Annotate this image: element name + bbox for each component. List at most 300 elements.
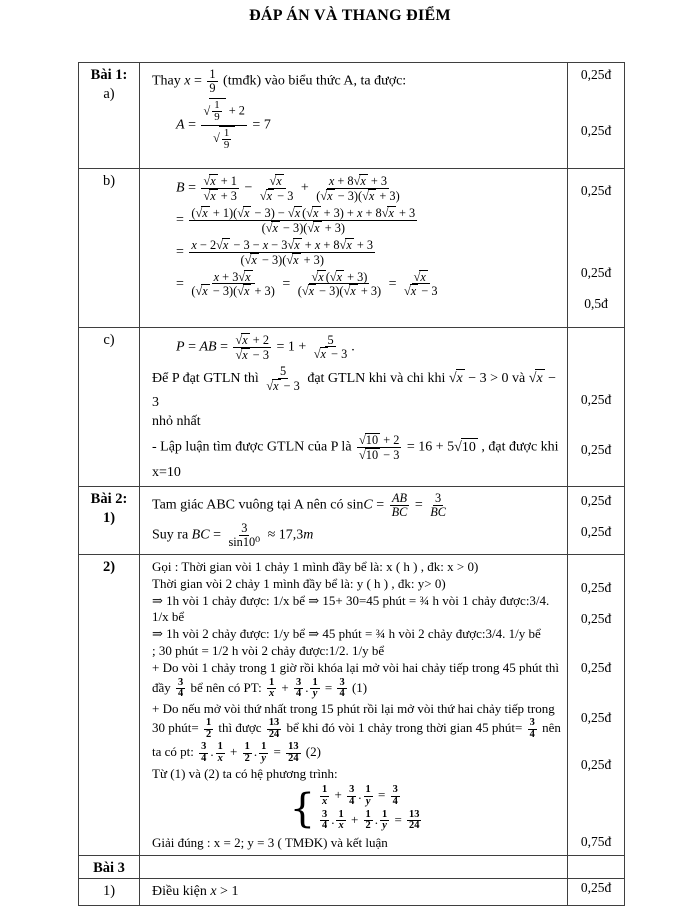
points-value: 0,25đ [580, 392, 612, 407]
sqrt-expression [306, 206, 320, 220]
math-variable: x [328, 174, 335, 188]
sqrt-expression [216, 238, 230, 252]
fraction [267, 718, 281, 740]
fraction-denominator [259, 754, 268, 764]
fraction-numerator: 1 [261, 741, 267, 753]
fraction-numerator: 13 [409, 809, 420, 821]
radical-sign: √ [301, 284, 309, 299]
fraction-denominator: √x − 3 [266, 378, 300, 393]
fraction-denominator: (√x − 3)(√x + 3) [191, 284, 275, 299]
math-variable: x [314, 237, 321, 252]
sqrt-expression [196, 284, 210, 298]
radical-sign: √ [244, 252, 252, 267]
radical-sign: √ [235, 333, 243, 347]
radical-sign: √ [307, 220, 315, 235]
fraction-numerator: 13 [268, 717, 280, 729]
points-cell [568, 555, 624, 855]
math-variable: x [184, 73, 191, 89]
fraction-numerator [390, 492, 409, 506]
points-value: 0,25đ [580, 183, 612, 198]
fraction-numerator: 3 [241, 520, 248, 535]
sqrt-body [387, 206, 395, 220]
fraction-numerator: √x (√x + 3) [311, 269, 368, 284]
points-value: 0,25đ [580, 659, 612, 675]
fraction [258, 174, 296, 203]
sqrt-body [201, 284, 209, 298]
sqrt-expression [302, 284, 316, 298]
fraction-numerator: 3 [339, 676, 345, 688]
math-variable: x [318, 269, 324, 284]
problem-label: Bài 2: [90, 491, 128, 508]
sqrt-body [271, 221, 279, 235]
solution-line: x=10 [152, 464, 181, 480]
radical-sign: √ [235, 347, 243, 362]
fraction-numerator: √ $\frac{1}{9}$ + 2 [201, 98, 246, 126]
fraction [357, 433, 401, 462]
fraction-denominator: 4 [339, 687, 345, 699]
table-row [79, 879, 624, 905]
problem-label: Bài 3 [93, 859, 125, 876]
sqrt-expression [213, 126, 235, 151]
fraction-numerator: 1 [338, 809, 344, 821]
fraction [310, 678, 319, 700]
points-value: 0,25đ [580, 265, 612, 280]
solution-line: = $\frac{x - 2√x - 3 - x - 3√x + x + 8√x + 3}{(√x - 3)(√x + 3)}$ [176, 237, 374, 267]
fraction-numerator: √x + 2 [235, 333, 269, 347]
math-variable: x [222, 237, 229, 252]
table-row [79, 487, 624, 555]
sqrt-body [292, 253, 300, 267]
math-variable: x [245, 269, 251, 284]
fraction-denominator: (√x − 3)(√x + 3) [240, 252, 324, 267]
fraction [233, 333, 271, 362]
problem-label: a) [103, 85, 115, 102]
fraction-numerator: √10 + 2 [359, 433, 400, 448]
fraction [189, 206, 417, 235]
fraction-numerator: 5 [279, 363, 287, 378]
problem-label-cell [79, 487, 140, 554]
math-variable: x [266, 188, 273, 203]
sqrt-body [241, 333, 249, 347]
points-value: 0,25đ [580, 442, 612, 457]
sqrt-expression [203, 189, 217, 203]
math-variable: BC [430, 505, 446, 520]
fraction-numerator: 1 [381, 809, 388, 821]
math-variable: x [320, 347, 327, 362]
system-brace: { [289, 785, 316, 832]
fraction-denominator: (√x − 3)(√x + 3) [261, 220, 345, 235]
solution-line: Gọi : Thời gian vòi 1 chảy 1 mình đầy bể là: x ( h ) , đk: x > 0) [152, 558, 479, 574]
radical-sign: √ [359, 447, 366, 462]
fraction-denominator [390, 506, 410, 519]
math-variable: x [293, 252, 299, 267]
solution-cell [140, 487, 568, 554]
answer-table [78, 62, 625, 906]
table-row [79, 856, 624, 879]
fraction [204, 718, 213, 740]
math-variable: m [303, 527, 314, 543]
fraction-numerator: 1 [312, 676, 318, 688]
problem-label-cell [79, 879, 140, 905]
sqrt-body [294, 206, 302, 220]
fraction [189, 270, 276, 299]
sqrt-expression [359, 433, 380, 447]
fraction-numerator [412, 270, 430, 285]
fraction-numerator: 3 [392, 784, 398, 796]
sqrt-body [241, 348, 249, 362]
sqrt-body [243, 284, 251, 298]
solution-cell [140, 879, 568, 905]
math-variable: x [456, 370, 463, 386]
fraction-numerator: 3 [349, 784, 355, 796]
math-variable: x [272, 220, 278, 235]
points-cell [568, 879, 624, 905]
points-value: 0,25đ [580, 524, 612, 540]
fraction-denominator [311, 689, 320, 699]
math-variable: x [322, 795, 328, 807]
sqrt-expression [203, 174, 217, 188]
math-variable: x [356, 205, 363, 220]
math-variable: y [312, 687, 318, 699]
radical-sign: √ [238, 269, 246, 284]
sqrt-body [266, 189, 274, 203]
solution-line: Để P đạt GTLN thì $\frac{5}{√x - 3}$ đạt GTLN khi và chi khi √x − 3 > 0 và √x − 3 [152, 363, 557, 410]
fraction-numerator: 3 [435, 491, 442, 506]
sqrt-body [456, 369, 465, 388]
sqrt-expression [454, 440, 478, 455]
fraction [364, 785, 373, 807]
system-equation: $\frac{1}{x}$ + $\frac{3}{4}$ . $\frac{1}{y}$ = $\frac{3}{4}$ [322, 784, 398, 807]
fraction [336, 810, 345, 832]
fraction-denominator: √x − 3 [235, 347, 269, 362]
math-variable: C [363, 497, 373, 513]
fraction-denominator: 2 [205, 728, 212, 740]
radical-sign: √ [203, 188, 211, 203]
fraction [267, 678, 276, 700]
sqrt-expression [270, 174, 284, 188]
fraction [320, 810, 329, 832]
math-variable: A [176, 117, 185, 133]
fraction-numerator: 1 [214, 98, 220, 111]
math-variable: x [410, 284, 417, 299]
sqrt-body [359, 174, 367, 188]
sqrt-body: 10 [461, 438, 478, 457]
sqrt-body [535, 369, 544, 388]
points-value: 0,25đ [580, 123, 612, 138]
fraction-numerator: 1 [209, 67, 216, 81]
fraction [294, 678, 303, 700]
points-value: 0,25đ [580, 610, 612, 626]
fraction-numerator: x − 2√x − 3 − x − 3√x + x + 8√x + 3 [191, 237, 374, 252]
solution-cell [140, 169, 568, 327]
sqrt-body [222, 238, 230, 252]
problem-label: 2) [102, 558, 116, 575]
fraction-denominator: √x + 3 [203, 188, 237, 203]
sqrt-body [219, 126, 235, 153]
solution-cell [140, 555, 568, 855]
math-variable: x [420, 269, 426, 284]
fraction-denominator: (√x − 3)(√x + 3) [316, 188, 400, 203]
fraction-numerator: √x + 1 [203, 174, 237, 188]
radical-sign: √ [353, 174, 361, 188]
sqrt-body [419, 270, 427, 284]
problem-label-cell [79, 328, 140, 486]
math-variable: x [210, 883, 217, 899]
math-variable: x [360, 174, 366, 188]
fraction-numerator: 3 [178, 676, 184, 688]
solution-cell [140, 856, 568, 878]
radical-sign: √ [286, 252, 294, 267]
sqrt-body [312, 206, 320, 220]
math-variable: P [176, 339, 185, 355]
fraction [296, 270, 383, 299]
solution-line: Thời gian vòi 2 chảy 1 mình đầy bể là: y ( h ) , đk: y> 0) [152, 575, 446, 591]
fraction [407, 810, 421, 832]
radical-sign: √ [339, 237, 347, 252]
sqrt-expression [330, 270, 344, 284]
solution-cell [140, 328, 568, 486]
fraction [201, 174, 239, 203]
solution-line: B = $\frac{√x + 1}{√x + 3}$ − $\frac{√x}{√x - 3}$ + $\frac{x + 8√x + 3}{(√x - 3)(√x + 3)}$ [176, 174, 400, 203]
fraction-denominator: 4 [349, 795, 355, 807]
radical-sign: √ [313, 347, 321, 362]
sqrt-body [243, 206, 251, 220]
math-variable: x [336, 269, 343, 284]
fraction-denominator: (√x − 3)(√x + 3) [297, 284, 382, 299]
math-variable: y [261, 752, 266, 764]
table-row [79, 328, 624, 487]
math-variable: x [262, 237, 269, 252]
fraction [259, 742, 268, 764]
fraction-numerator: 1 [217, 741, 223, 753]
fraction-numerator: 3 [295, 676, 302, 688]
system-equations [318, 784, 423, 833]
sqrt-expression [340, 238, 354, 252]
fraction-denominator [216, 754, 225, 764]
points-value: 0,25đ [580, 879, 612, 895]
fraction-denominator: 2 [244, 752, 250, 764]
problem-label: 1) [102, 882, 116, 899]
math-variable: x [346, 237, 352, 252]
radical-sign: √ [259, 188, 267, 203]
fraction-denominator: 4 [392, 795, 398, 807]
points-value: 0,25đ [580, 67, 612, 82]
fraction-denominator: 24 [288, 752, 299, 764]
fraction-numerator: 1 [365, 809, 371, 821]
math-variable: x [276, 174, 282, 188]
table-row [79, 555, 624, 856]
math-variable: x [368, 188, 375, 203]
radical-sign: √ [311, 269, 319, 284]
sqrt-expression [320, 189, 334, 203]
points-value: 0,5đ [584, 296, 608, 311]
points-cell [568, 856, 624, 878]
sqrt-body [345, 238, 353, 252]
solution-line: = $\frac{(√x + 1)(√x - 3) - √x (√x + 3) + x + 8√x + 3}{(√x - 3)(√x + 3)}$ [176, 205, 416, 235]
sqrt-expression [235, 333, 249, 347]
fraction [528, 718, 537, 740]
sqrt-expression [362, 189, 376, 203]
math-variable: x [327, 188, 333, 203]
math-variable: x [210, 174, 216, 188]
fraction-numerator: 13 [288, 741, 299, 753]
solution-line: + Do vòi 1 chảy trong 1 giờ rồi khóa lại mở vòi hai chảy tiếp trong 45 phút thì đầy $\frac{3}{4}$ bể nên có PT: $\frac{1}{x}$ + $\frac{3}{4}$ . $\frac{1}{y}$ = $\frac{3}{4}$ (1) [152, 660, 560, 699]
math-variable: x [242, 333, 248, 347]
fraction-numerator: 1 [244, 741, 250, 753]
sqrt-body [308, 284, 316, 298]
points-value: 0,25đ [580, 756, 612, 772]
fraction-numerator: 3 [322, 809, 328, 821]
fraction-denominator: √x − 3 [313, 347, 348, 362]
sqrt-body [209, 98, 225, 125]
sqrt-body [272, 379, 280, 393]
radical-sign: √ [329, 269, 337, 284]
radical-sign: √ [404, 284, 411, 299]
radical-sign: √ [362, 188, 369, 203]
radical-sign: √ [203, 103, 211, 118]
fraction [212, 100, 221, 124]
sqrt-expression [404, 284, 418, 298]
math-variable: x [202, 284, 208, 299]
fraction [199, 742, 208, 764]
fraction-numerator: 1 [205, 717, 212, 729]
sqrt-body [349, 284, 357, 298]
radical-sign: √ [237, 205, 244, 220]
radical-sign: √ [528, 370, 537, 386]
fraction [364, 810, 373, 832]
fraction-denominator [267, 689, 276, 699]
fraction [402, 270, 440, 299]
fraction [264, 365, 302, 393]
solution-line: nhỏ nhất [152, 413, 201, 429]
math-variable: x [294, 237, 300, 252]
radical-sign: √ [237, 284, 244, 299]
fraction-numerator: 3 [201, 741, 207, 753]
solution-line: = $\frac{x + 3√x}{(√x - 3)(√x + 3)}$ = $\frac{√x (√x + 3)}{(√x - 3)(√x + 3)}$ = $\frac{√x}{√x - 3}$ [176, 269, 438, 299]
radical-sign: √ [265, 220, 273, 235]
problem-label-cell [79, 856, 140, 878]
points-cell [568, 487, 624, 554]
problem-label-cell [79, 555, 140, 855]
fraction [314, 174, 401, 203]
math-variable: x [243, 205, 250, 220]
fraction [201, 98, 246, 153]
fraction [226, 522, 262, 549]
math-variable: BC [191, 527, 210, 543]
fraction-denominator: 24 [409, 820, 420, 832]
radical-sign: √ [306, 205, 314, 220]
math-variable: x [350, 284, 356, 299]
solution-line: + Do nếu mở vòi thứ nhất trong 15 phút rồi lại mở vòi thứ hai chảy tiếp trong 30 phút= $\frac{1}{2}$ thì được $\frac{13}{24}$ bể khi đó vòi 1 chảy trong thời gian 45 phút= $\frac{3}{4}$ nên ta có pt: $\frac{3}{4}$ . $\frac{1}{x}$ + $\frac{1}{2}$ . $\frac{1}{y}$ = $\frac{13}{24}$ (2) [152, 701, 561, 764]
math-variable: x [314, 220, 320, 235]
fraction-denominator: 4 [529, 728, 535, 740]
sqrt-body [326, 189, 334, 203]
math-variable: x [308, 284, 315, 299]
math-variable: x [243, 284, 250, 299]
fraction-denominator [336, 821, 345, 831]
radical-sign: √ [269, 174, 277, 188]
solution-line: Suy ra BC = $\frac{3}{\text{sin10⁰}}$ ≈ 17,3m [152, 520, 314, 549]
sqrt-body [275, 174, 283, 188]
radical-sign: √ [216, 237, 223, 252]
math-variable: x [273, 378, 279, 393]
sqrt-body [201, 206, 209, 220]
math-variable: x [388, 205, 394, 220]
sqrt-expression [287, 238, 301, 252]
fraction-denominator: 9 [209, 80, 216, 95]
fraction [312, 334, 350, 362]
fraction-denominator: 24 [268, 728, 280, 740]
sqrt-expression [286, 253, 300, 267]
sqrt-expression [238, 270, 252, 284]
fraction [216, 742, 225, 764]
radical-sign: √ [454, 439, 462, 455]
system-equation: $\frac{3}{4}$ . $\frac{1}{x}$ + $\frac{1}{2}$ . $\frac{1}{y}$ = $\frac{13}{24}$ [322, 809, 420, 832]
fraction-denominator: √10 − 3 [359, 447, 400, 462]
sqrt-expression [414, 270, 428, 284]
math-variable: x [251, 252, 257, 267]
solution-line: ; 30 phút = 1/2 h vòi 2 chảy được:1/2. 1/y bể [152, 643, 385, 659]
solution-line: Từ (1) và (2) ta có hệ phương trình: [152, 766, 338, 782]
fraction [391, 785, 400, 807]
sqrt-body: 10 [365, 447, 379, 462]
solution-line: Thay x = $\frac{1}{9}$ (tmđk) vào biểu thức A, ta được: [152, 67, 407, 95]
sqrt-body [410, 284, 418, 298]
fraction [286, 742, 300, 764]
sqrt-body [336, 270, 344, 284]
math-variable: x [242, 347, 248, 362]
sqrt-body [313, 221, 321, 235]
math-variable: BC [391, 505, 408, 520]
table-row [79, 63, 624, 169]
math-variable: x [268, 687, 275, 699]
radical-sign: √ [287, 205, 295, 220]
points-value: 0,25đ [580, 579, 612, 595]
radical-sign: √ [448, 370, 457, 386]
fraction-denominator: 4 [201, 752, 207, 764]
fraction-denominator [320, 797, 329, 807]
fraction-denominator: 2 [365, 820, 371, 832]
radical-sign: √ [320, 188, 328, 203]
math-variable: B [176, 180, 185, 196]
sqrt-expression [245, 253, 259, 267]
fraction-denominator: 9 [223, 138, 230, 151]
math-variable: x [217, 752, 223, 764]
fraction-numerator: 1 [365, 784, 371, 796]
fraction-numerator: 1 [223, 126, 230, 139]
fraction [390, 492, 410, 519]
solution-line: P = AB = $\frac{√x + 2}{√x - 3}$ = 1 + $\frac{5}{√x - 3}$ . [176, 332, 355, 362]
sqrt-expression [266, 379, 280, 393]
radical-sign: √ [413, 269, 421, 284]
problem-label: c) [103, 332, 115, 348]
radical-sign: √ [213, 131, 220, 146]
math-variable: x [210, 188, 216, 203]
fraction-denominator: 4 [178, 687, 184, 699]
sqrt-body [293, 238, 301, 252]
fraction-denominator [380, 821, 389, 831]
sqrt-body [209, 189, 217, 203]
points-cell [568, 63, 624, 168]
sqrt-expression [359, 448, 380, 462]
sqrt-expression [237, 284, 251, 298]
sqrt-expression [288, 206, 302, 220]
sqrt-expression [266, 221, 280, 235]
sqrt-expression [260, 189, 274, 203]
fraction-numerator: x + 8√x + 3 [328, 174, 388, 188]
fraction [207, 68, 217, 95]
math-variable: x [313, 205, 319, 220]
